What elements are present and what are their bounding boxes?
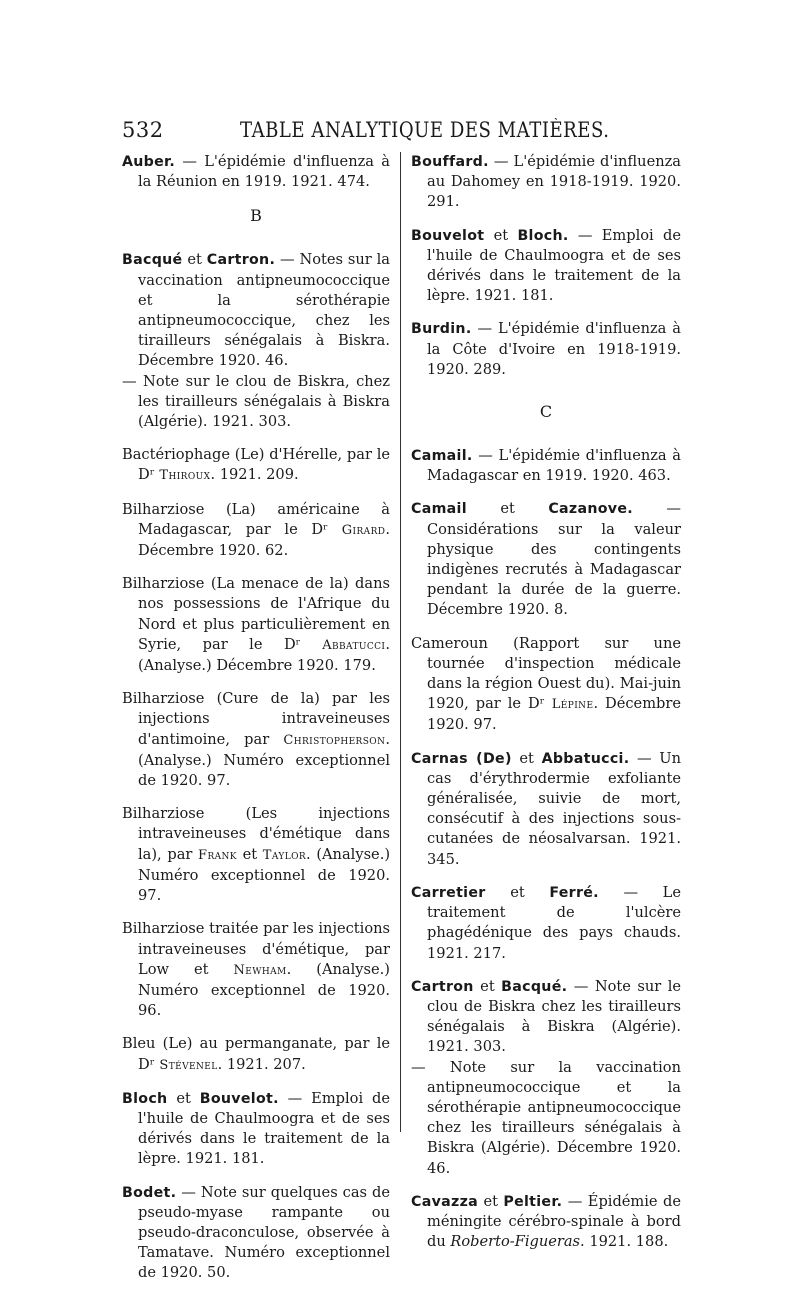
column-divider <box>400 152 401 1132</box>
running-title: TABLE ANALYTIQUE DES MATIÈRES. <box>240 118 610 142</box>
author-name: Bacqué <box>122 252 183 269</box>
author-name: Ferré. <box>549 884 599 901</box>
right-column <box>411 152 681 1265</box>
author-name: Bloch. <box>517 227 569 244</box>
author-name: Bacqué. <box>501 978 568 995</box>
index-entry: Bleu (Le) au permanganate, par le Dʳ Stévenel. 1921. 207. <box>122 1035 390 1073</box>
index-entry: Bilharziose (Les injections intraveineuses d'émétique dans la), par Frank et Taylor. (Analyse.) Numéro exceptionnel de 1920. 97. <box>122 805 391 905</box>
author-name: Burdin. <box>411 321 472 338</box>
index-entry: Bactériophage (Le) d'Hérelle, par le Dʳ Thiroux. 1921. 209. <box>122 446 390 484</box>
author-name: Cavazza <box>411 1193 478 1210</box>
index-entry: Bouffard. — L'épidémie d'influenza au Dahomey en 1918-1919. 1920. 291. <box>411 153 681 211</box>
index-entry: Cartron et Bacqué. — Note sur le clou de Biskra chez les tirailleurs sénégalais à Biskra (Algérie). 1921. 303. — Note sur la vaccination antipneumococcique et la sérothérapie antipneumococcique chez les tirailleurs sénégalais à Biskra (Algérie). Décembre 1920. 46. <box>411 977 681 1179</box>
author-name: Camail <box>411 501 467 518</box>
index-entry: Cameroun (Rapport sur une tournée d'inspection médicale dans la région Ouest du). Mai-juin 1920, par le Dʳ Lépine. Décembre 1920. 97. <box>411 634 681 734</box>
author-name: Bouvelot. <box>199 1090 279 1107</box>
index-entry: Bouvelot et Bloch. — Emploi de l'huile de Chaulmoogra et de ses dérivés dans le traitement de la lèpre. 1921. 181. <box>411 226 681 305</box>
author-name: Bouffard. <box>411 154 489 170</box>
index-entry: Camail. — L'épidémie d'influenza à Madagascar en 1919. 1920. 463. <box>411 447 681 485</box>
left-column <box>122 152 390 1297</box>
index-entry: Cavazza et Peltier. — Épidémie de méningite cérébro-spinale à bord du Roberto-Figueras. 1921. 188. <box>411 1192 681 1251</box>
index-entry: Bilharziose (La menace de la) dans nos possessions de l'Afrique du Nord et plus particulièrement en Syrie, par le Dʳ Abbatucci. (Analyse.) Décembre 1920. 179. <box>122 575 390 675</box>
author-name: Camail. <box>411 448 473 465</box>
index-entry: Camail et Cazanove. — Considérations sur la valeur physique des contingents indigènes recrutés à Madagascar pendant la durée de la guerre. Décembre 1920. 8. <box>411 500 681 619</box>
author-name: Carnas (De) <box>411 750 512 767</box>
author-name: Carretier <box>411 884 486 901</box>
page-header <box>122 118 678 148</box>
index-entry: Bodet. — Note sur quelques cas de pseudo-myase rampante ou pseudo-draconculose, observée à Tamatave. Numéro exceptionnel de 1920. 50. <box>122 1183 390 1282</box>
sub-entry: — Note sur la vaccination antipneumococcique et la sérothérapie antipneumococcique chez les tirailleurs sénégalais à Biskra (Algérie). Décembre 1920. 46. <box>411 1058 681 1177</box>
author-name: Cartron. <box>206 252 276 269</box>
author-name: Peltier. <box>503 1193 563 1210</box>
section-letter: B <box>250 206 262 226</box>
sub-entry: — Note sur le clou de Biskra, chez les tirailleurs sénégalais à Biskra (Algérie). 1921. 303. <box>122 372 390 431</box>
author-name: Abbatucci. <box>541 750 630 767</box>
index-entry: Auber. — L'épidémie d'influenza à la Réunion en 1919. 1921. 474. <box>122 153 390 191</box>
index-entry: Carnas (De) et Abbatucci. — Un cas d'érythrodermie exfoliante généralisée, suivie de mort, consécutif à des injections sous-cutanées de néosalvarsan. 1921. 345. <box>411 749 681 868</box>
author-name: Auber. <box>122 154 176 170</box>
index-entry: Bloch et Bouvelot. — Emploi de l'huile de Chaulmoogra et de ses dérivés dans le traitement de la lèpre. 1921. 181. <box>122 1089 390 1168</box>
index-entry: Bilharziose (Cure de la) par les injections intraveineuses d'antimoine, par Christopherson. (Analyse.) Numéro exceptionnel de 1920. 97. <box>122 690 390 790</box>
index-entry: Bilharziose (La) américaine à Madagascar, par le Dʳ Girard. Décembre 1920. 62. <box>122 500 390 560</box>
author-name: Bloch <box>122 1090 168 1107</box>
index-entry: Carretier et Ferré. — Le traitement de l'ulcère phagédénique des pays chauds. 1921. 217. <box>411 883 682 962</box>
page-number: 532 <box>122 118 164 142</box>
author-name: Cazanove. <box>548 501 633 518</box>
section-letter: C <box>539 402 553 422</box>
index-entry: Bilharziose traitée par les injections intraveineuses d'émétique, par Low et Newham. (Analyse.) Numéro exceptionnel de 1920. 96. <box>122 920 391 1020</box>
author-name: Bodet. <box>122 1184 177 1201</box>
index-entry: Bacqué et Cartron. — Notes sur la vaccination antipneumococcique et la sérothérapie antipneumococcique, chez les tirailleurs sénégalais à Biskra. Décembre 1920. 46. — Note sur le clou de Biskra, chez les tirailleurs sénégalais à Biskra (Algérie). 1921. 303. <box>122 250 390 432</box>
author-name: Bouvelot <box>411 227 485 244</box>
index-entry: Burdin. — L'épidémie d'influenza à la Côte d'Ivoire en 1918-1919. 1920. 289. <box>411 320 681 378</box>
author-name: Cartron <box>411 978 474 995</box>
